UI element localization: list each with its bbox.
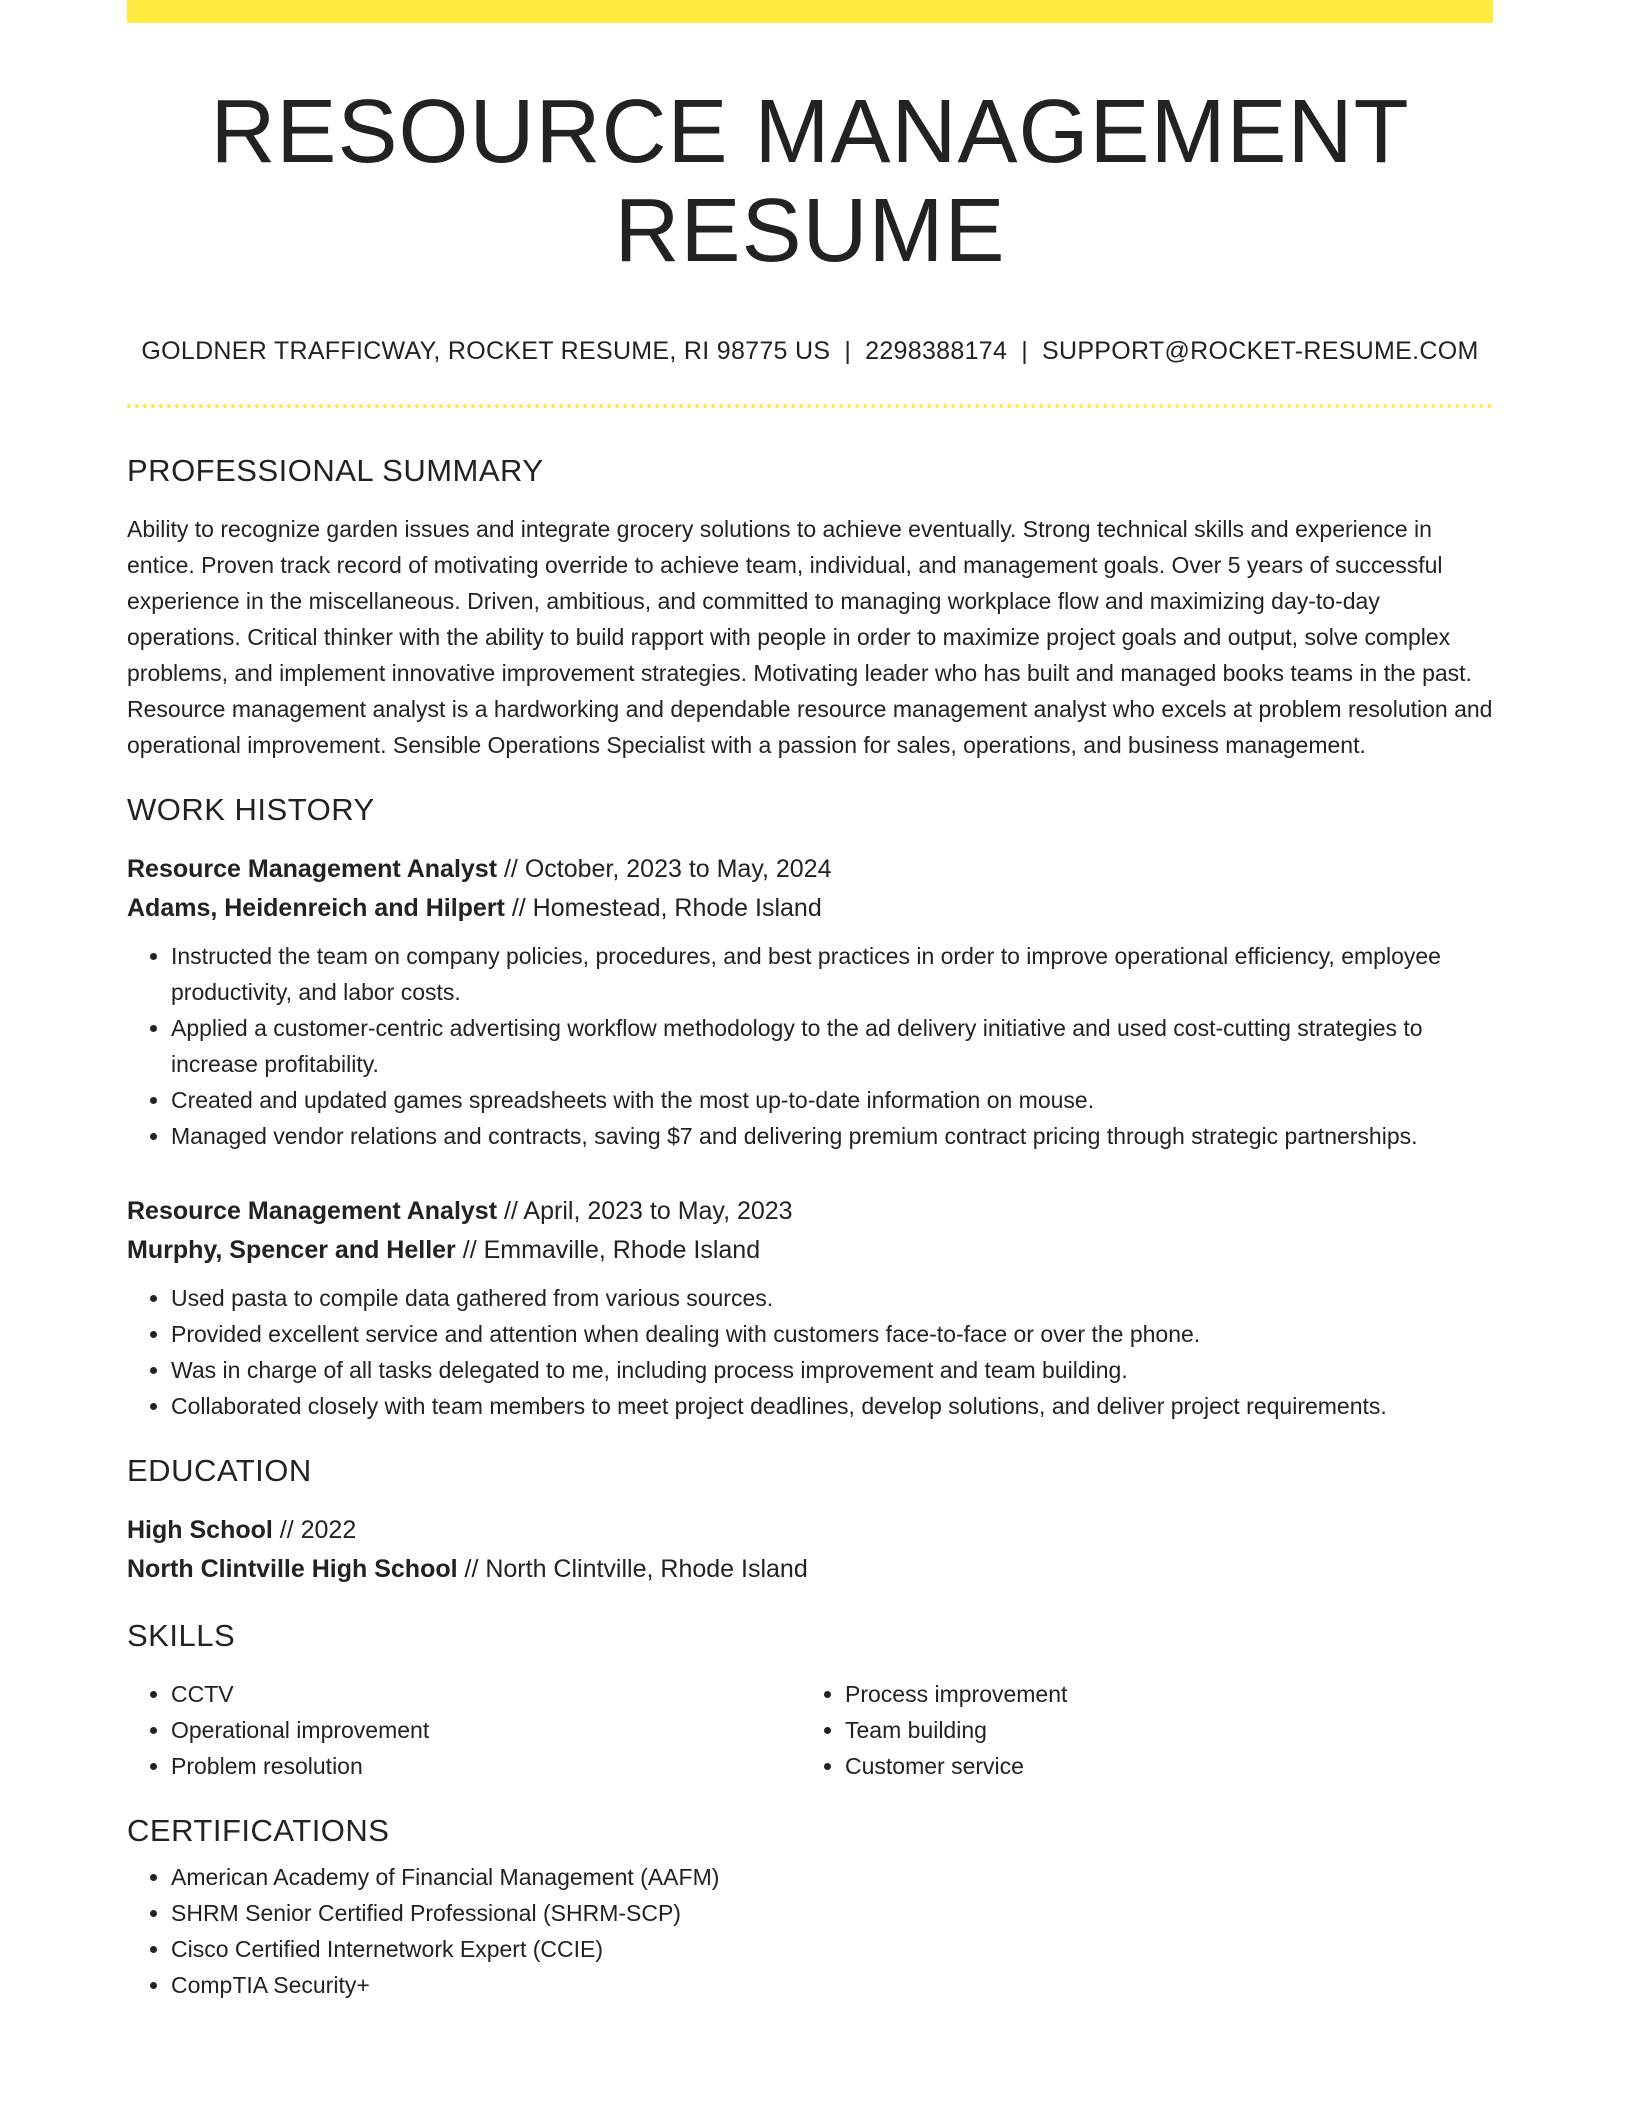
degree-line xyxy=(127,1511,1493,1550)
education-section xyxy=(127,1452,1493,1589)
job-location: // Homestead, Rhode Island xyxy=(504,893,822,922)
job-company-line xyxy=(127,889,1493,928)
school-line xyxy=(127,1550,1493,1589)
list-item: • Created and updated games spreadsheets with the most up-to-date information on mouse. xyxy=(171,1082,1493,1118)
email: SUPPORT@ROCKET-RESUME.COM xyxy=(1041,337,1479,365)
phone: 2298388174 xyxy=(865,337,1008,365)
job-dates: // April, 2023 to May, 2023 xyxy=(497,1196,793,1225)
job-entry xyxy=(127,1192,1493,1424)
job-company-line xyxy=(127,1231,1493,1270)
skills-right-column xyxy=(801,1676,1475,1784)
resume-title: RESOURCE MANAGEMENT RESUME xyxy=(210,82,1410,281)
job-title-line xyxy=(127,850,1493,889)
skill-item: • Operational improvement xyxy=(171,1712,801,1748)
job-dates: // October, 2023 to May, 2024 xyxy=(497,854,832,883)
separator: | xyxy=(844,337,852,365)
skill-item: • Team building xyxy=(845,1712,1475,1748)
job-title-line xyxy=(127,1192,1493,1231)
job-company: Murphy, Spencer and Heller xyxy=(127,1235,456,1264)
degree: High School xyxy=(127,1516,273,1545)
skills-section xyxy=(127,1617,1493,1784)
skill-item: • Process improvement xyxy=(845,1676,1475,1712)
graduation-year: // 2022 xyxy=(272,1516,357,1545)
job-bullets xyxy=(127,938,1493,1154)
resume-page xyxy=(127,0,1493,2003)
contact-line xyxy=(127,335,1493,368)
work-history-section xyxy=(127,791,1493,1424)
job-bullets xyxy=(127,1280,1493,1424)
list-item: • Instructed the team on company policies, procedures, and best practices in order to improve operational efficiency, employee productivity, and labor costs. xyxy=(171,938,1493,1010)
skills-left-column xyxy=(127,1676,801,1784)
section-heading: EDUCATION xyxy=(127,1452,312,1488)
skill-item: • Problem resolution xyxy=(171,1748,801,1784)
school-location: // North Clintville, Rhode Island xyxy=(457,1555,808,1584)
job-entry xyxy=(127,850,1493,1154)
list-item: • Was in charge of all tasks delegated to me, including process improvement and team building. xyxy=(171,1352,1493,1388)
list-item: • Collaborated closely with team members to meet project deadlines, develop solutions, and deliver project requirements. xyxy=(171,1388,1493,1424)
job-location: // Emmaville, Rhode Island xyxy=(455,1235,761,1264)
certifications-section xyxy=(127,1812,1493,2003)
job-title: Resource Management Analyst xyxy=(127,854,498,883)
separator: | xyxy=(1021,337,1028,365)
certification-item: • SHRM Senior Certified Professional (SHRM-SCP) xyxy=(171,1895,1493,1931)
list-item: • Managed vendor relations and contracts, saving $7 and delivering premium contract pricing through strategic partnerships. xyxy=(171,1118,1493,1154)
education-entry xyxy=(127,1511,1493,1589)
summary-section xyxy=(127,452,1493,763)
list-item: • Provided excellent service and attention when dealing with customers face-to-face or over the phone. xyxy=(171,1316,1493,1352)
skill-item: • CCTV xyxy=(171,1676,801,1712)
section-heading: WORK HISTORY xyxy=(127,791,375,827)
section-heading: SKILLS xyxy=(127,1618,236,1654)
list-item: • Applied a customer-centric advertising workflow methodology to the ad delivery initiative and used cost-cutting strategies to increase profitability. xyxy=(171,1010,1493,1082)
certification-item: • American Academy of Financial Management (AAFM) xyxy=(171,1859,1493,1895)
certifications-list xyxy=(127,1859,1493,2003)
certification-item: • CompTIA Security+ xyxy=(171,1967,1493,2003)
list-item: • Used pasta to compile data gathered from various sources. xyxy=(171,1280,1493,1316)
job-title: Resource Management Analyst xyxy=(127,1196,498,1225)
section-heading: PROFESSIONAL SUMMARY xyxy=(127,452,544,488)
certification-item: • Cisco Certified Internetwork Expert (CCIE) xyxy=(171,1931,1493,1967)
skills-columns xyxy=(127,1676,1493,1784)
address: GOLDNER TRAFFICWAY, ROCKET RESUME, RI 98775 US xyxy=(141,337,831,365)
skill-item: • Customer service xyxy=(845,1748,1475,1784)
job-company: Adams, Heidenreich and Hilpert xyxy=(127,893,505,922)
school-name: North Clintville High School xyxy=(127,1555,458,1584)
section-heading: CERTIFICATIONS xyxy=(127,1813,390,1849)
dotted-divider xyxy=(127,404,1493,408)
top-accent-bar xyxy=(127,0,1493,23)
summary-text: Ability to recognize garden issues and integrate grocery solutions to achieve eventually. Strong technical skills and experience in entice. Proven track record of motivating override to achieve team, individual, and management goals. Over 5 years of successful experience in the miscellaneous. Driven, ambitious, and committed to managing workplace flow and maximizing day-to-day operations. Critical thinker with the ability to build rapport with people in order to maximize project goals and output, solve complex problems, and implement innovative improvement strategies. Motivating leader who has built and managed books teams in the past. Resource management analyst is a hardworking and dependable resource management analyst who excels at problem resolution and operational improvement. Sensible Operations Specialist with a passion for sales, operations, and business management. xyxy=(127,515,1493,758)
